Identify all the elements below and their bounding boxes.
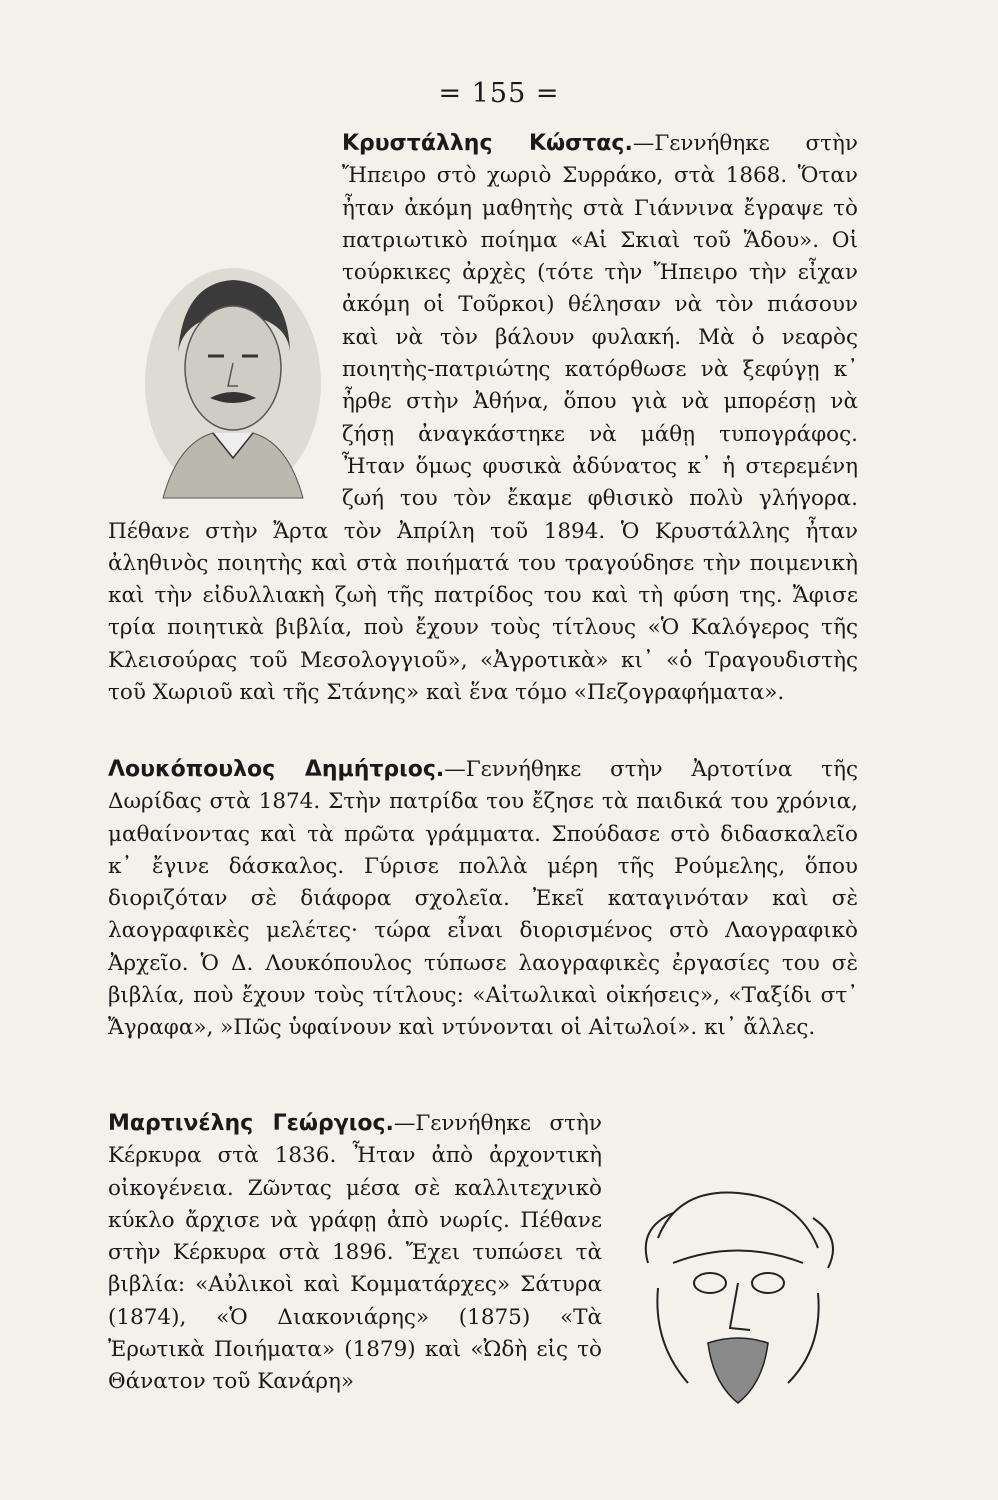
- entry-name: Κρυστάλλης Κώστας.: [342, 131, 633, 156]
- entry-text: —Γεννήθηκε στὴν Ἀρτοτίνα τῆς Δωρίδας στὰ 1874. Στὴν πατρίδα του ἔζησε τὰ παιδικά του χρόνια, μαθαίνοντας καὶ τὰ πρῶτα γράμματα. Σπούδασε στὸ διδασκαλεῖο κ᾿ ἔγινε δάσκαλος. Γύρισε πολλὰ μέρη τῆς Ρούμελης, ὅπου διοριζόταν σὲ διάφορα σχολεῖα. Ἐκεῖ καταγινόταν καὶ σὲ λαογραφικὲς μελέτες· τώρα εἶναι διορισμένος στὸ Λαογραφικὸ Ἀρχεῖο. Ὁ Δ. Λουκόπουλος τύπωσε λαογραφικὲς ἐργασίες του σὲ βιβλία, ποὺ ἔχουν τοὺς τίτλους: «Αἰτωλικαὶ οἰκήσεις», «Ταξίδι στ᾿ Ἄγραφα», »Πῶς ὑφαίνουν καὶ ντύνονται οἱ Αἰτωλοί». κι᾿ ἄλλες.: [108, 757, 858, 1041]
- entry-loukopoulos: [108, 754, 858, 1045]
- entry-martinelis: [108, 1108, 858, 1424]
- entry-text: —Γεννήθηκε στὴν Κέρκυρα στὰ 1836. Ἦταν ἀπὸ ἀρχοντικὴ οἰκογένεια. Ζῶντας μέσα σὲ καλλιτεχνικὸ κύκλο ἄρχισε νὰ γράφῃ ἀπὸ νωρίς. Πέθανε στὴν Κέρκυρα στὰ 1896. Ἔχει τυπώσει τὰ βιβλία: «Αὐλικοὶ καὶ Κομματάρχες» Σάτυρα (1874), «Ὁ Διακονιάρης» (1875) «Τὰ Ἐρωτικὰ Ποιήματα» (1879) καὶ «Ὠδὴ εἰς τὸ Θάνατον τοῦ Κανάρη»: [108, 1111, 602, 1395]
- page-number: = 155 =: [438, 78, 560, 109]
- entry-krystallis: [108, 128, 858, 709]
- entry-name: Μαρτινέλης Γεώργιος.: [108, 1111, 394, 1136]
- portrait-martinelis: [618, 1168, 858, 1418]
- portrait-krystallis: [138, 258, 328, 503]
- entry-name: Λουκόπουλος Δημήτριος.: [108, 757, 445, 782]
- entry-text: —Γεννήθηκε στὴν Ἤπειρο στὸ χωριὸ Συρράκο, στὰ 1868. Ὅταν ἦταν ἀκόμη μαθητὴς στὰ Γιάννινα ἔγραψε τὸ πατριωτικὸ ποίημα «Αἱ Σκιαὶ τοῦ Ἅδου». Οἱ τούρκικες ἀρχὲς (τότε τὴν Ἤπειρο τὴν εἶχαν ἀκόμη οἱ Τοῦρκοι) θέλησαν νὰ τὸν πιάσουν καὶ νὰ τὸν βάλουν φυλακή. Μὰ ὁ νεαρὸς ποιητὴς-πατριώτης κατόρθωσε νὰ ξεφύγῃ κ᾿ ἦρθε στὴν Ἀθήνα, ὅπου γιὰ νὰ μπορέσῃ νὰ ζήσῃ ἀναγκάστηκε νὰ μάθῃ τυπογράφος. Ἦταν ὅμως φυσικὰ ἀδύνατος κ᾿ ἡ στερεμένη ζωή του τὸν ἔκαμε φθισικὸ πολὺ γλήγορα. Πέθανε στὴν Ἄρτα τὸν Ἀπρίλη τοῦ 1894. Ὁ Κρυστάλλης ἦταν ἀληθινὸς ποιητὴς καὶ στὰ ποιήματά του τραγούδησε τὴν ποιμενικὴ καὶ τὴν εἰδυλλιακὴ ζωὴ τῆς πατρίδος του καὶ τὴ φύση της. Ἄφισε τρία ποιητικὰ βιβλία, ποὺ ἔχουν τοὺς τίτλους «Ὁ Καλόγερος τῆς Κλεισούρας τοῦ Μεσολογγιοῦ», «Ἀγροτικὰ» κι᾿ «ὁ Τραγουδιστὴς τοῦ Χωριοῦ καὶ τῆς Στάνης» καὶ ἕνα τόμο «Πεζογραφήματα».: [108, 131, 858, 706]
